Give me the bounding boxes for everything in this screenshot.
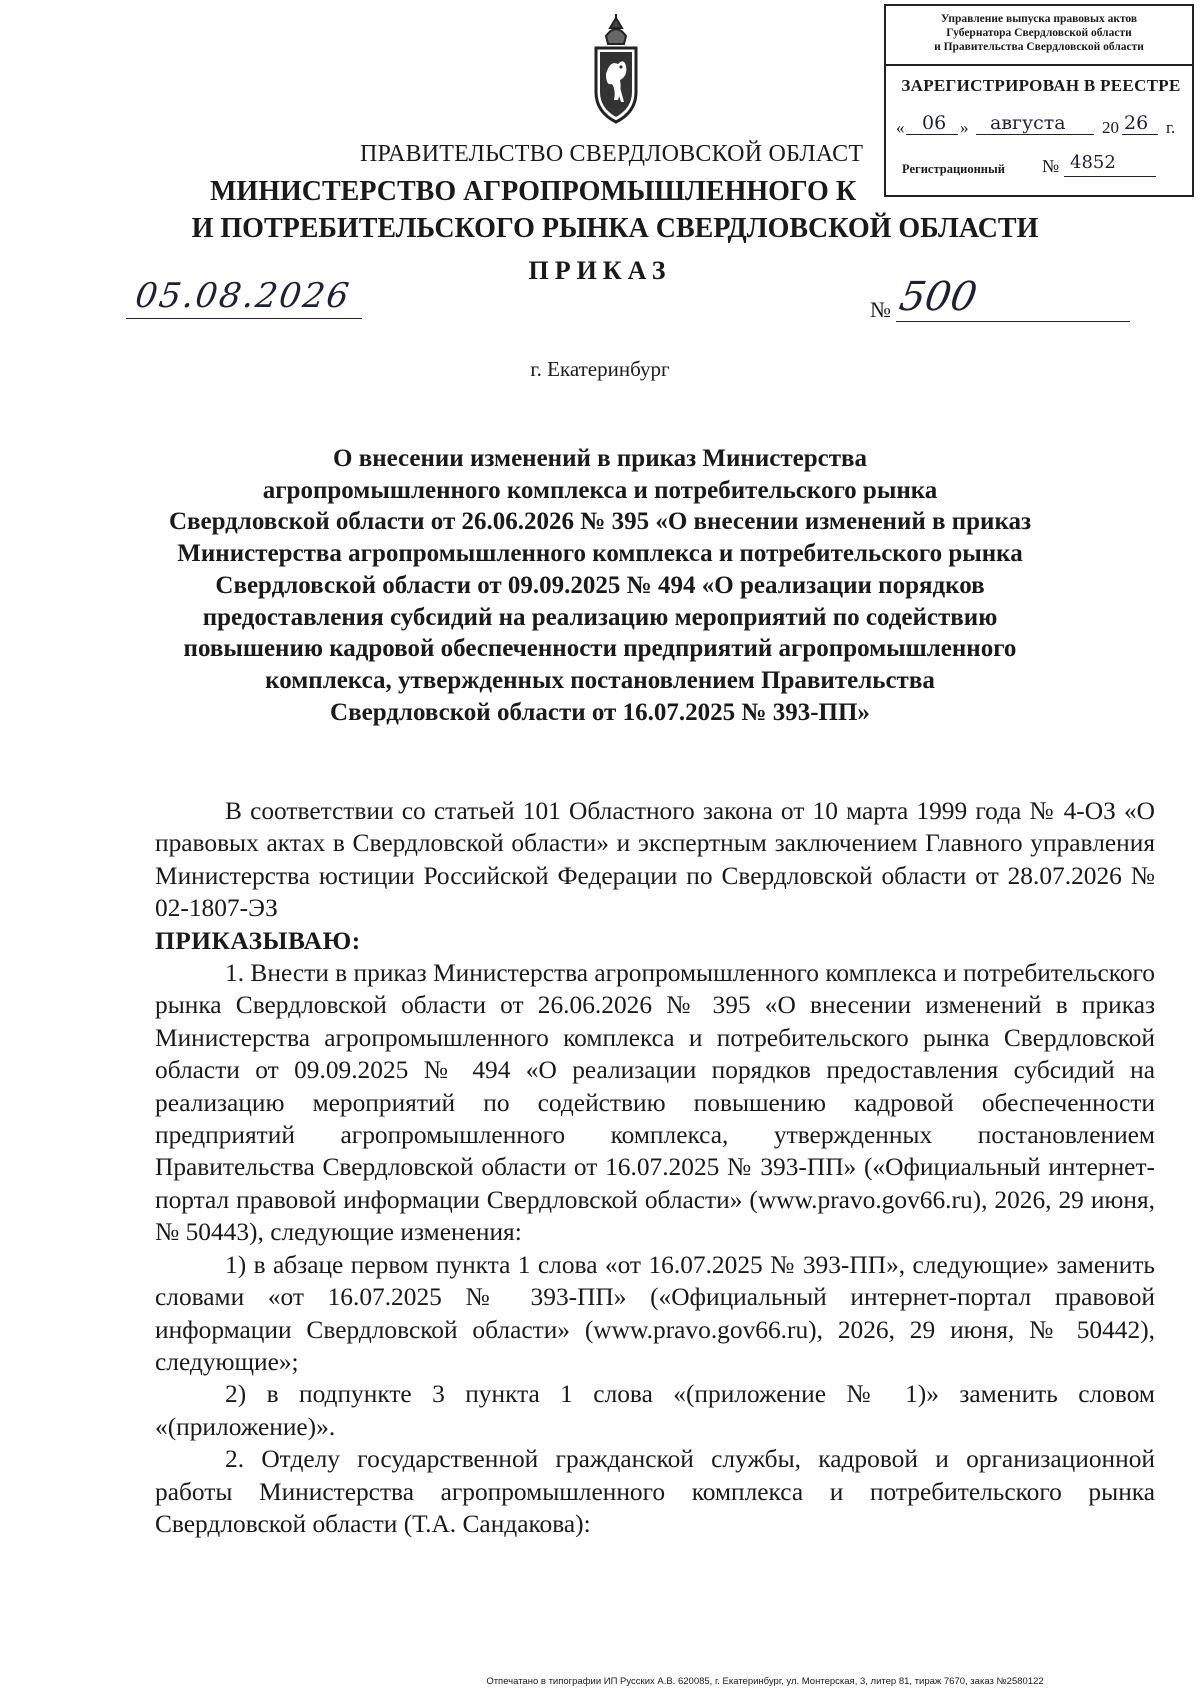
title-line: повышению кадровой обеспеченности предприятий агропромышленного	[183, 635, 1017, 663]
stamp-day: 06	[922, 112, 947, 134]
title-line: Свердловской области от 09.09.2025 № 494 «О реализации порядков	[215, 571, 985, 599]
stamp-day-underline	[906, 134, 958, 135]
stamp-number-underline	[1064, 176, 1156, 177]
city: г. Екатеринбург	[530, 357, 670, 381]
stamp-year-suffix: 26	[1124, 112, 1149, 134]
stamp-reg-number: 4852	[1070, 152, 1116, 173]
number-label: №	[870, 297, 891, 322]
title-line: Свердловской области от 26.06.2026 № 395 «О внесении изменений в приказ	[168, 508, 1032, 536]
item-1-subitem-1: 1) в абзаце первом пункта 1 слова «от 16.07.2025 № 393-ПП», следующие» заменить словами «от 16.07.2025 № 393-ПП» («Официальный интернет-портал правовой информации Свердловской области» (www.pravo.gov66.ru), 2026, 29 июня, № 50442), следующие»;	[155, 1250, 1155, 1376]
stamp-close-quote: »	[960, 118, 969, 137]
stamp-month-underline	[976, 134, 1094, 135]
number-underline	[896, 321, 1130, 322]
coat-of-arms-emblem	[588, 14, 644, 126]
ministry-name-line-1: МИНИСТЕРСТВО АГРОПРОМЫШЛЕННОГО К	[210, 176, 857, 207]
stamp-year-underline	[1122, 134, 1158, 135]
stamp-authority	[886, 12, 1192, 54]
registration-stamp	[884, 4, 1194, 197]
preamble-paragraph: В соответствии со статьей 101 Областного закона от 10 марта 1999 года № 4-ОЗ «О правовых актах в Свердловской области» и экспертным заключением Главного управления Министерства юстиции Российской Федерации по Свердловской области от 28.07.2026 № 02-1807-ЭЗ	[155, 797, 1155, 923]
item-2-paragraph: 2. Отделу государственной гражданской службы, кадровой и организационной работы Министерства агропромышленного комплекса и потребительского рынка Свердловской области (Т.А. Сандакова):	[155, 1445, 1155, 1538]
stamp-registered-label: ЗАРЕГИСТРИРОВАН В РЕЕСТРЕ	[901, 76, 1181, 95]
stamp-year-prefix: 20	[1102, 118, 1119, 137]
stamp-year-unit: г.	[1166, 118, 1176, 137]
title-line: О внесении изменений в приказ Министерства	[333, 445, 867, 472]
date-underline	[126, 318, 362, 319]
title-line: Министерства агропромышленного комплекса и потребительского рынка	[177, 540, 1023, 568]
stamp-divider	[886, 64, 1192, 66]
document-title	[150, 443, 1050, 728]
title-line: Свердловской области от 16.07.2025 № 393-ПП»	[330, 698, 870, 726]
ministry-name-line-2: И ПОТРЕБИТЕЛЬСКОГО РЫНКА СВЕРДЛОВСКОЙ ОБЛАСТИ	[191, 213, 1039, 244]
title-line: агропромышленного комплекса и потребительского рынка	[262, 476, 938, 504]
print-imprint: Отпечатано в типографии ИП Русских А.В. 620085, г. Екатеринбург, ул. Монтерская, 3, литер 81, тираж 7670, заказ №2580122	[486, 1676, 1044, 1687]
stamp-header-line: Управление выпуска правовых актов	[940, 13, 1138, 25]
stamp-open-quote: «	[896, 118, 905, 137]
stamp-header-line: Губернатора Свердловской области	[946, 27, 1132, 39]
document-type: ПРИКАЗ	[528, 256, 672, 285]
stamp-header-line: и Правительства Свердловской области	[934, 41, 1144, 53]
item-1-paragraph: 1. Внести в приказ Министерства агропромышленного комплекса и потребительского рынка Свердловской области от 26.06.2026 № 395 «О внесении изменений в приказ Министерства агропромышленного комплекса и потребительского рынка Свердловской области от 09.09.2025 № 494 «О реализации порядков предоставления субсидий на реализацию мероприятий по содействию повышению кадровой обеспеченности предприятий агропромышленного комплекса, утвержденных постановлением Правительства Свердловской области от 16.07.2025 № 393-ПП» («Официальный интернет-портал правовой информации Свердловской области» (www.pravo.gov66.ru), 2026, 29 июня, № 50443), следующие изменения:	[155, 959, 1155, 1247]
order-date: 05.08.2026	[132, 276, 354, 316]
government-name: ПРАВИТЕЛЬСТВО СВЕРДЛОВСКОЙ ОБЛАСТ	[360, 141, 864, 167]
stamp-number-sign: №	[1042, 156, 1060, 176]
title-line: предоставления субсидий на реализацию мероприятий по содействию	[202, 603, 998, 631]
document-body	[155, 795, 1155, 1540]
order-directive: ПРИКАЗЫВАЮ:	[155, 926, 361, 955]
stamp-reg-label: Регистрационный	[902, 162, 1005, 176]
item-1-subitem-2: 2) в подпункте 3 пункта 1 слова «(приложение № 1)» заменить словом «(приложение)».	[155, 1380, 1155, 1441]
order-number: 500	[895, 274, 981, 320]
stamp-month: августа	[990, 112, 1066, 134]
title-line: комплекса, утвержденных постановлением Правительства	[265, 666, 935, 694]
